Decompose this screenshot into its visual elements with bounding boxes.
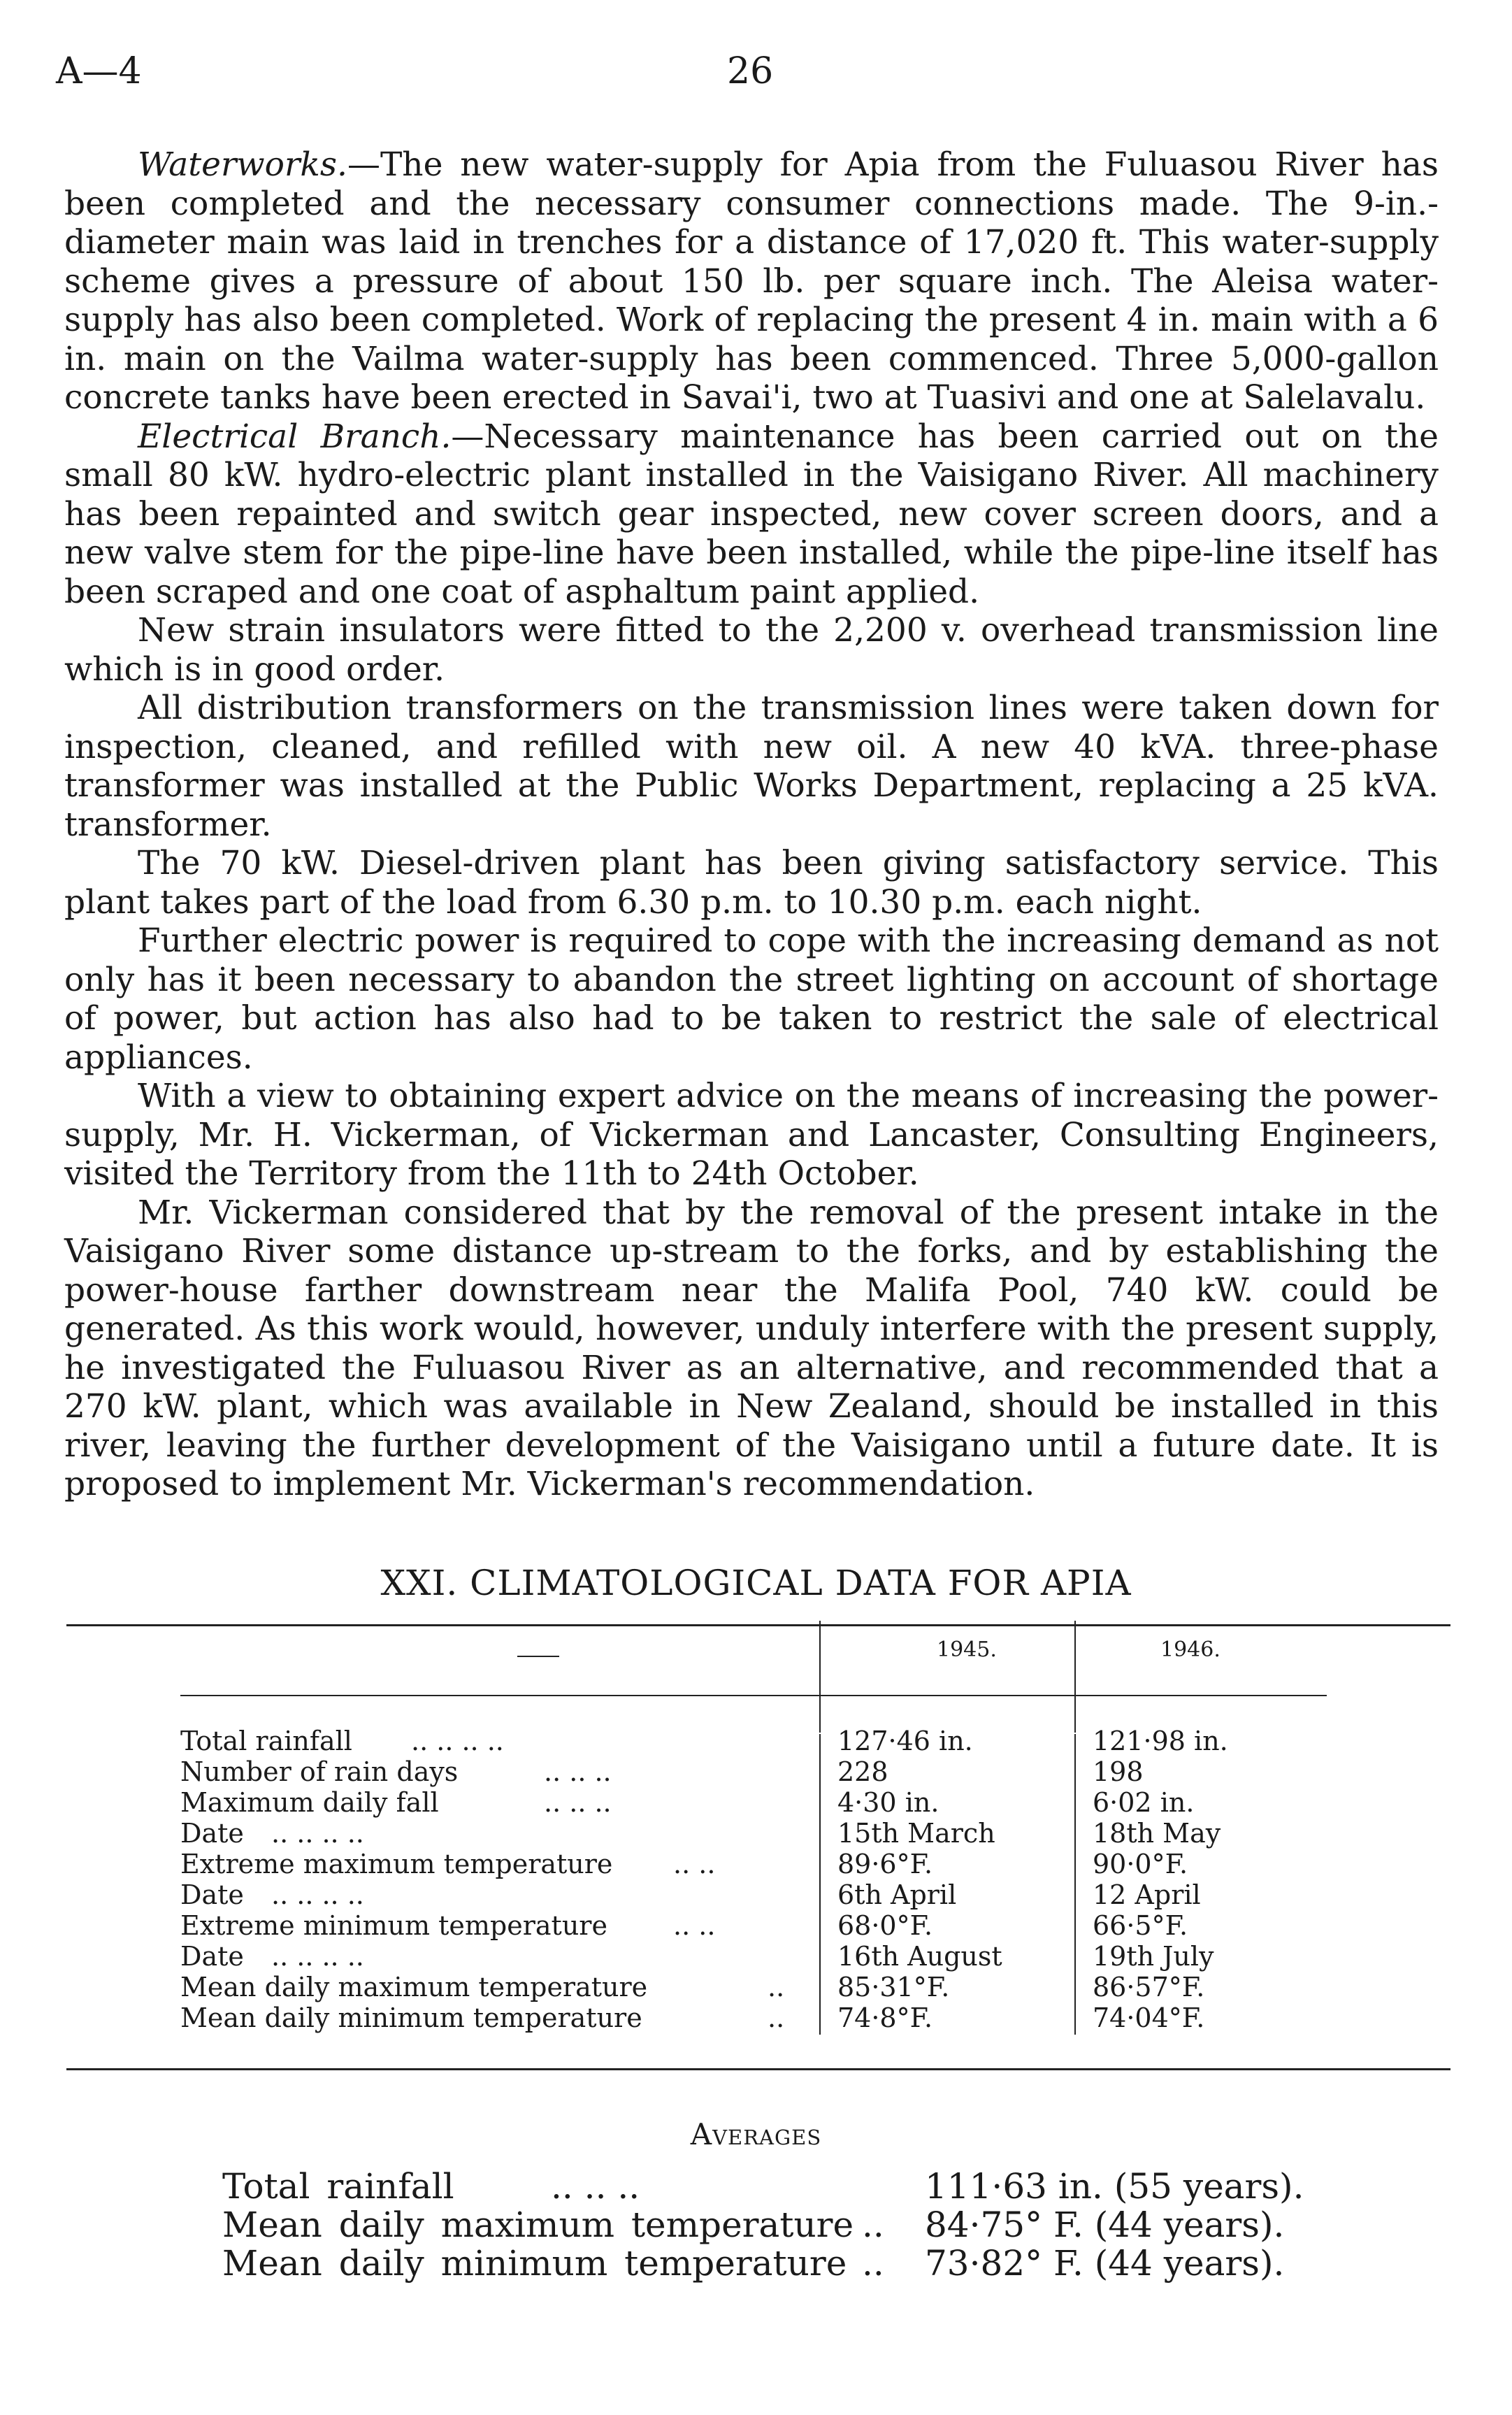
- row-label: Total rainfall: [180, 1726, 352, 1756]
- table-row: [180, 1849, 1439, 1879]
- value-1946: 6·02 in.: [1093, 1787, 1195, 1818]
- page-number: 26: [727, 50, 774, 92]
- paragraph-waterworks: [64, 145, 1439, 417]
- paragraph-transformers: [64, 689, 1439, 844]
- paragraph-lead: Waterworks.: [138, 145, 347, 184]
- paragraph-text: New strain insulators were fitted to the 2,200 v. overhead transmission line which is in good order.: [64, 611, 1439, 689]
- averages-value: 73·82° F. (44 years).: [925, 2243, 1285, 2284]
- value-1946: 121·98 in.: [1093, 1726, 1228, 1756]
- table-row: [180, 1879, 1439, 1910]
- paragraph-insulators: [64, 611, 1439, 689]
- value-1945: 16th August: [837, 1941, 1002, 1972]
- paragraph-text: Mr. Vickerman considered that by the removal of the present intake in the Vaisigano River some distance up-stream to the forks, and by establishing the power-house farther downstream near the Malifa Pool, 740 kW. could be generated. As this work would, however, unduly interfere with the present supply, he investigated the Fuluasou River as an alternative, and recommended that a 270 kW. plant, which was available in New Zealand, should be installed in this river, leaving the further development of the Vaisigano until a future date. It is proposed to implement Mr. Vickerman's recommendation.: [64, 1193, 1439, 1503]
- table-row: [180, 1972, 1439, 2002]
- value-1945: 6th April: [837, 1879, 957, 1910]
- header-rule: [180, 1695, 1327, 1696]
- report-body: [64, 145, 1439, 1504]
- row-label: Extreme maximum temperature: [180, 1849, 613, 1879]
- value-1945: 228: [837, 1756, 888, 1787]
- column-divider: [819, 1621, 821, 1733]
- leader-dots: ..: [862, 2205, 884, 2245]
- table-row: [180, 1818, 1439, 1849]
- table-bottom-rule: [66, 2068, 1450, 2070]
- value-1946: 19th July: [1093, 1941, 1214, 1972]
- paragraph-text: With a view to obtaining expert advice on the means of increasing the power-supply, Mr. H. Vickerman, of Vickerman and Lancaster, Consulting Engineers, visited the Territory from the 11th to 24th October.: [64, 1077, 1439, 1193]
- table-top-rule: [66, 1624, 1450, 1626]
- value-1946: 12 April: [1093, 1879, 1201, 1910]
- row-label: Date: [180, 1879, 244, 1910]
- row-label: Number of rain days: [180, 1756, 459, 1787]
- value-1945: 15th March: [837, 1818, 995, 1849]
- averages-title: Averages: [690, 2117, 822, 2151]
- climate-table: [180, 1726, 1439, 2033]
- table-row: [180, 1910, 1439, 1941]
- leader-dots: .. .. .. ..: [271, 1818, 364, 1849]
- averages-label: Mean daily maximum temperature: [222, 2205, 854, 2245]
- table-row: [180, 1726, 1439, 1756]
- column-header-1945: 1945.: [937, 1638, 997, 1662]
- paragraph-power-demand: [64, 922, 1439, 1077]
- value-1945: 74·8°F.: [837, 2002, 933, 2033]
- paragraph-text: —The new water-supply for Apia from the Fuluasou River has been completed and the necessary consumer connections made. The 9-in.-diameter main was laid in trenches for a distance of 17,020 ft. This water-supply scheme gives a pressure of about 150 lb. per square inch. The Aleisa water-supply has also been completed. Work of replacing the present 4 in. main with a 6 in. main on the Vailma water-supply has been commenced. Three 5,000-gallon concrete tanks have been erected in Savai'i, two at Tuasivi and one at Salelavalu.: [64, 145, 1439, 417]
- stub-header-dash: [517, 1656, 559, 1657]
- column-divider: [1074, 1621, 1076, 1733]
- value-1946: 90·0°F.: [1093, 1849, 1188, 1879]
- leader-dots: .. .. .. ..: [411, 1726, 504, 1756]
- value-1946: 74·04°F.: [1093, 2002, 1205, 2033]
- leader-dots: ..: [862, 2243, 884, 2284]
- leader-dots: .. .. ..: [544, 1787, 612, 1818]
- row-label: Maximum daily fall: [180, 1787, 439, 1818]
- paragraph-lead: Electrical Branch.: [138, 417, 452, 456]
- section-title: XXI. CLIMATOLOGICAL DATA FOR APIA: [380, 1563, 1132, 1603]
- value-1946: 66·5°F.: [1093, 1910, 1188, 1941]
- table-row: [180, 2002, 1439, 2033]
- table-row: [180, 1941, 1439, 1972]
- value-1945: 127·46 in.: [837, 1726, 973, 1756]
- paragraph-electrical-branch: [64, 417, 1439, 612]
- page-header: [56, 50, 1456, 99]
- value-1945: 4·30 in.: [837, 1787, 939, 1818]
- leader-dots: .. .. ..: [544, 1756, 612, 1787]
- paragraph-text: Further electric power is required to cope with the increasing demand as not only has it been necessary to abandon the street lighting on account of shortage of power, but action has also had to be taken to restrict the sale of electrical appliances.: [64, 922, 1439, 1077]
- row-label: Extreme minimum temperature: [180, 1910, 607, 1941]
- paragraph-recommendation: [64, 1194, 1439, 1504]
- value-1945: 89·6°F.: [837, 1849, 933, 1879]
- leader-dots: .. .. ..: [551, 2166, 640, 2207]
- leader-dots: .. .. .. ..: [271, 1879, 364, 1910]
- document-code: A—4: [56, 50, 142, 92]
- leader-dots: ..: [768, 1972, 785, 2002]
- paragraph-expert-advice: [64, 1077, 1439, 1194]
- averages-value: 84·75° F. (44 years).: [925, 2205, 1285, 2245]
- value-1946: 198: [1093, 1756, 1144, 1787]
- row-label: Mean daily minimum temperature: [180, 2002, 642, 2033]
- value-1946: 86·57°F.: [1093, 1972, 1205, 2002]
- leader-dots: .. .. .. ..: [271, 1941, 364, 1972]
- leader-dots: ..: [768, 2002, 785, 2033]
- row-label: Date: [180, 1818, 244, 1849]
- averages-value: 111·63 in. (55 years).: [925, 2166, 1304, 2207]
- row-label: Mean daily maximum temperature: [180, 1972, 648, 2002]
- averages-label: Total rainfall: [222, 2166, 454, 2207]
- paragraph-text: All distribution transformers on the transmission lines were taken down for inspection, cleaned, and refilled with new oil. A new 40 kVA. three-phase transformer was installed at the Public Works Department, replacing a 25 kVA. transformer.: [64, 689, 1439, 844]
- leader-dots: .. ..: [673, 1910, 716, 1941]
- column-header-1946: 1946.: [1160, 1638, 1221, 1662]
- paragraph-text: —Necessary maintenance has been carried out on the small 80 kW. hydro-electric plant installed in the Vaisigano River. All machinery has been repainted and switch gear inspected, new cover screen doors, and a new valve stem for the pipe-line have been installed, while the pipe-line itself has been scraped and one coat of asphaltum paint applied.: [64, 417, 1439, 611]
- paragraph-text: The 70 kW. Diesel-driven plant has been giving satisfactory service. This plant takes part of the load from 6.30 p.m. to 10.30 p.m. each night.: [64, 844, 1439, 922]
- averages-label: Mean daily minimum temperature: [222, 2243, 847, 2284]
- value-1946: 18th May: [1093, 1818, 1221, 1849]
- table-row: [180, 1787, 1439, 1818]
- leader-dots: .. ..: [673, 1849, 716, 1879]
- table-row: [180, 1756, 1439, 1787]
- row-label: Date: [180, 1941, 244, 1972]
- value-1945: 85·31°F.: [837, 1972, 950, 2002]
- value-1945: 68·0°F.: [837, 1910, 933, 1941]
- paragraph-diesel-plant: [64, 844, 1439, 922]
